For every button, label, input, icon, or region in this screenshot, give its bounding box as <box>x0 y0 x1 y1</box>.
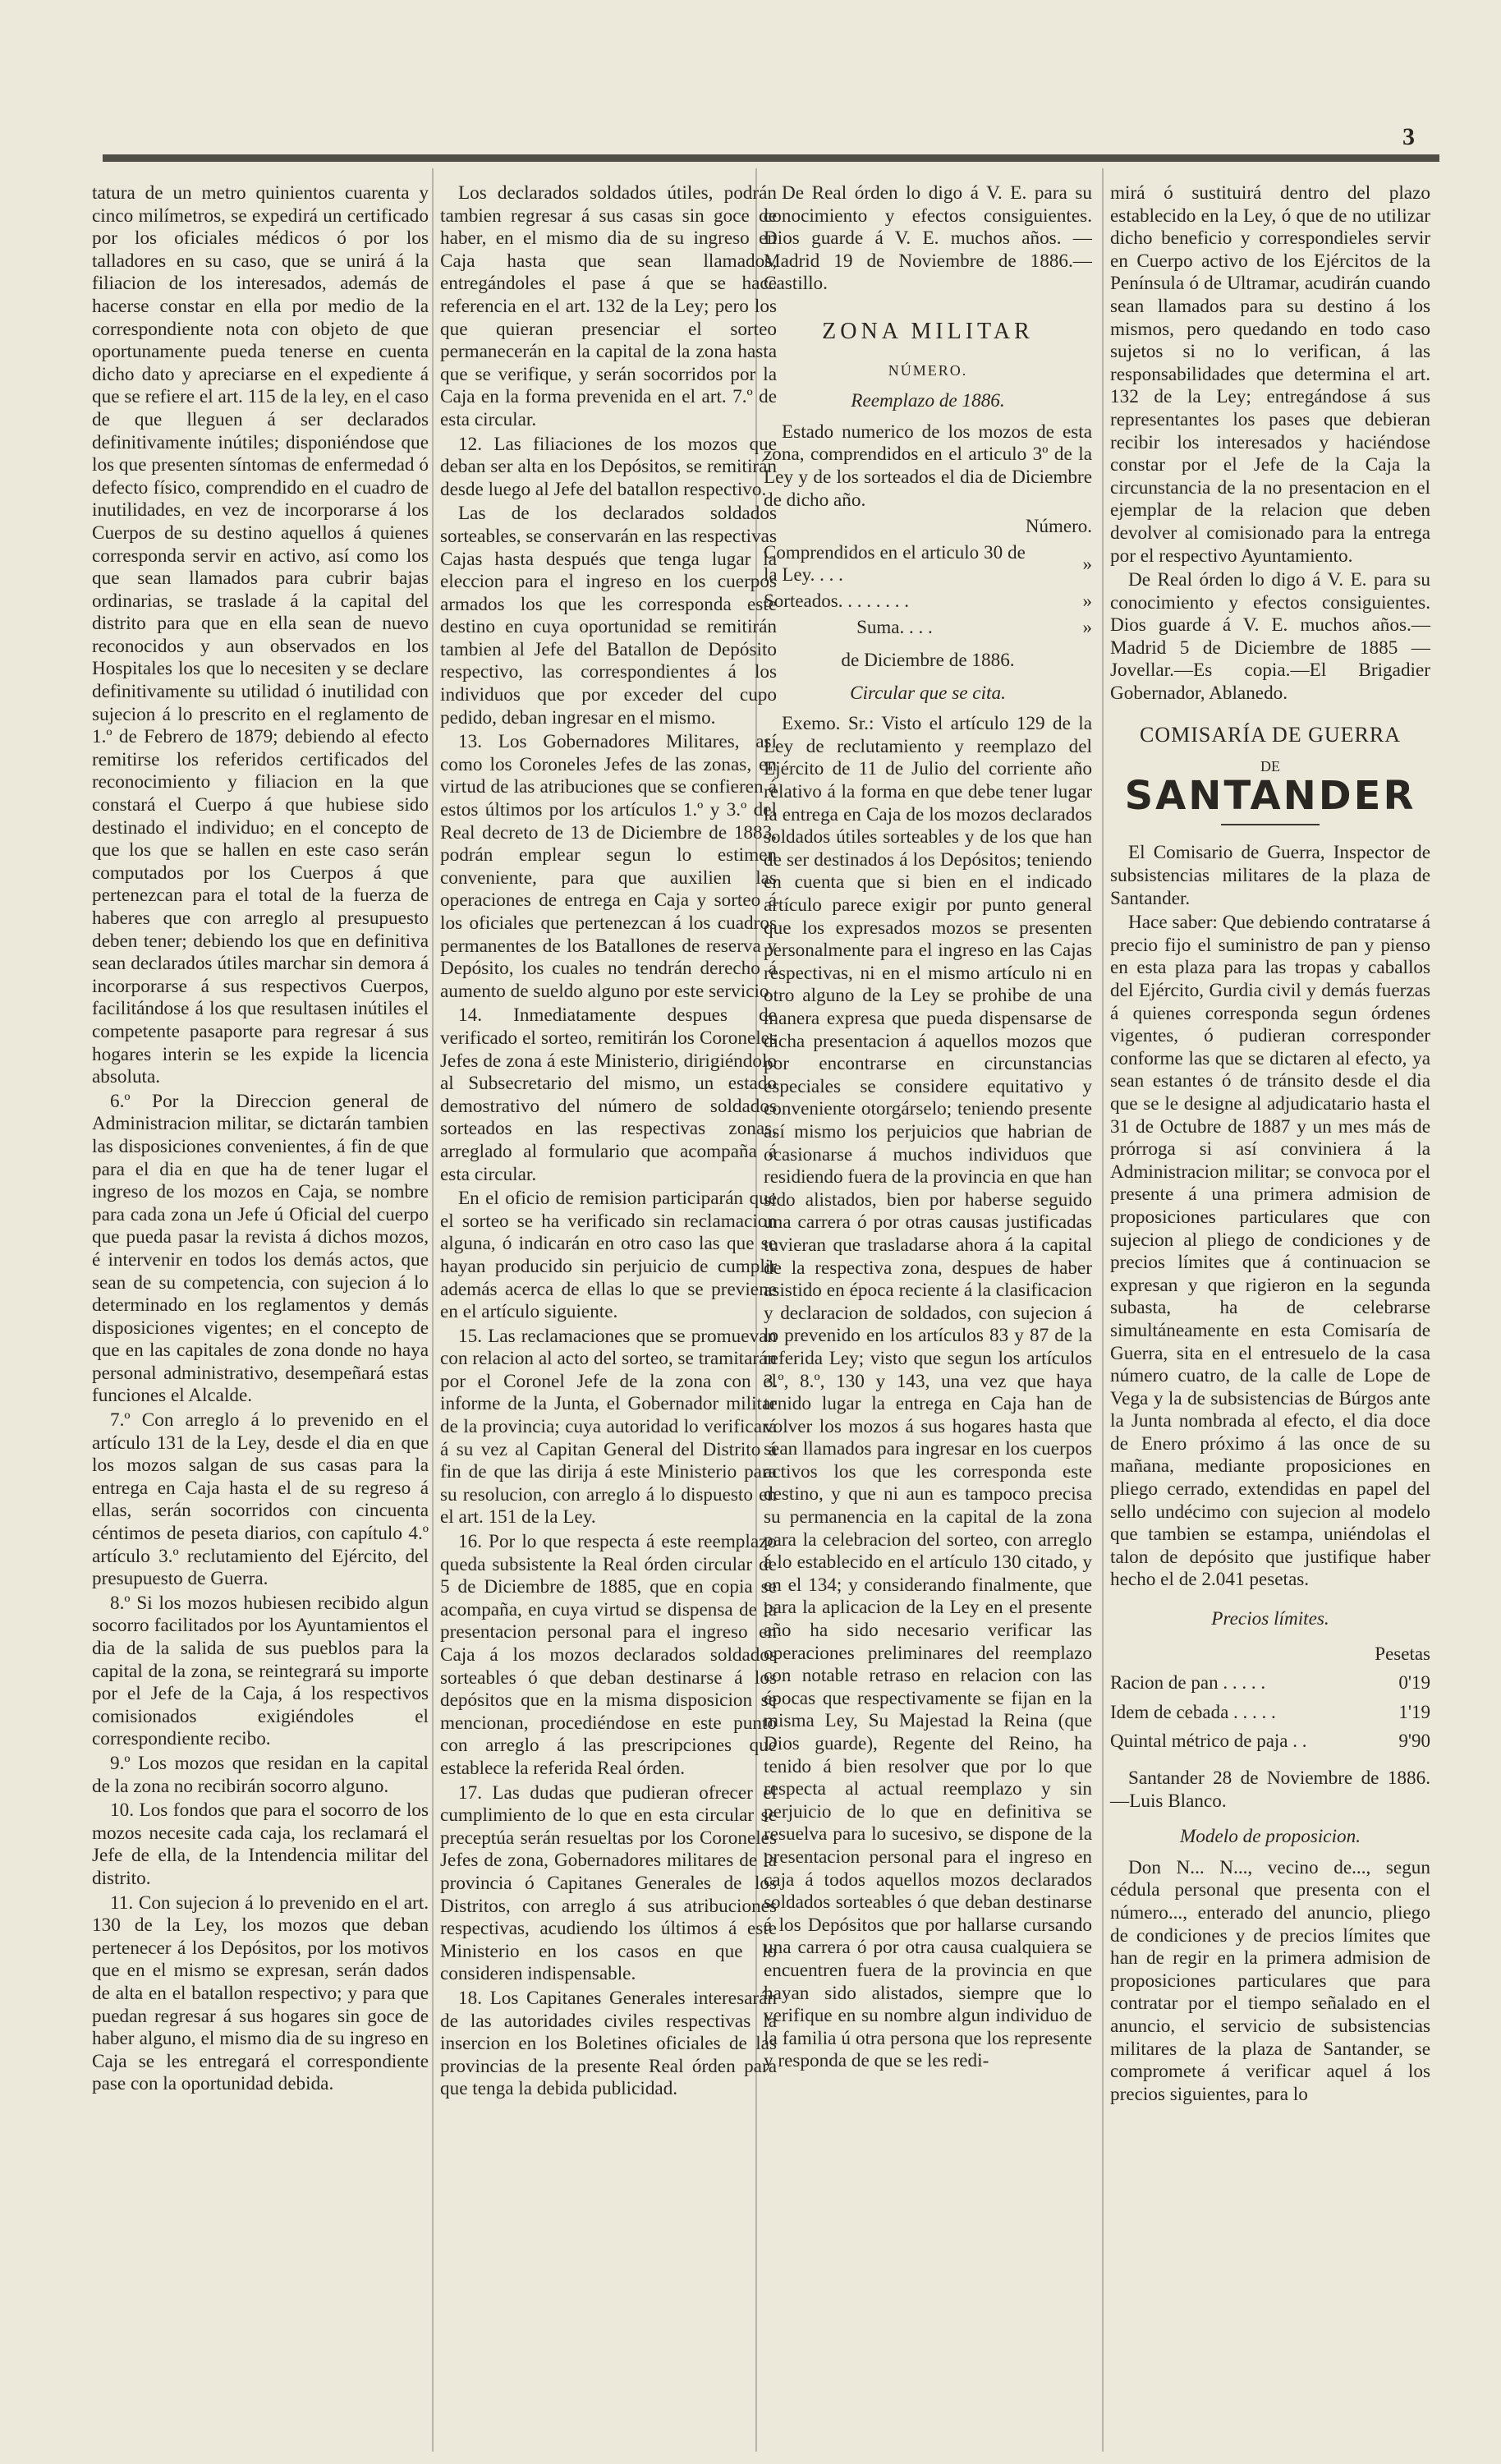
column-2 <box>440 182 777 2103</box>
paragraph: 11. Con sujecion á lo prevenido en el art. 130 de la Ley, los mozos que deban pertenecer á los Depósitos, por los motivos que en el mismo se expresan, serán dados de alta en el batallon respectivo; y para que puedan regresar á sus hogares sin goce de haber alguno, el mismo dia de su ingreso en Caja se les entregará el correspondiente pase con la oportunidad debida. <box>92 1892 429 2095</box>
paragraph: 15. Las reclamaciones que se promuevan con relacion al acto del sorteo, se tramitarán por el Coronel Jefe de la zona con el informe de la Junta, el Gobernador militar de la provincia; cuya autoridad lo verificará á su vez al Capitan General del Distrito á fin de que las dirija á este Ministerio para su resolucion, con arreglo á lo dispuesto en el art. 151 de la Ley. <box>440 1325 777 1529</box>
paragraph: Don N... N..., vecino de..., segun cédula personal que presenta con el número..., enterado del anuncio, pliego de condiciones y de precios límites que han de regir en la primera admision de proposiciones particulares que para contratar por el tiempo señalado en el anuncio, el servicio de subsistencias militares de la plaza de Santander, se compromete á verificar aquel á los precios siguientes, para lo <box>1110 1856 1430 2105</box>
prices-table <box>1110 1639 1430 1756</box>
column-3 <box>764 182 1092 2075</box>
paragraph: Los declarados soldados útiles, podrán tambien regresar á sus casas sin goce de haber, en el mismo dia de su ingreso en Caja hasta que sean llamados, entregándoles el pase á que se hace referencia en el art. 132 de la Ley; pero los que quieran presenciar el sorteo permanecerán en la capital de la zona hasta que se verifique, y serán socorridos por la Caja en la forma prevenida en el art. 7.º de esta circular. <box>440 182 777 430</box>
paragraph: Exemo. Sr.: Visto el artículo 129 de la Ley de reclutamiento y reemplazo del Ejército de 11 de Julio del corriente año relativo á la forma en que debe tener lugar la entrega en Caja de los mozos declarados soldados útiles sorteables y de los que han de ser destinados á los Depósitos; teniendo en cuenta que si bien en el indicado artículo parece exigir por punto general que los expresados mozos se presenten personalmente para el ingreso en las Cajas respectivas, ni en el mismo artículo ni en otro alguno de la Ley se prohibe de una manera expresa que pueda dispensarse de dicha presentacion á aquellos mozos que por encontrarse en circunstancias especiales se considere equitativo y conveniente otorgárselo; teniendo presente así mismo los perjuicios que habrian de ocasionarse á muchos individuos que residiendo fuera de la provincia en que han sido alistados, bien por haberse seguido una carrera ó por otras causas justificadas tuvieran que trasladarse ahora á la capital de la respectiva zona, despues de haber asistido en época reciente á la clasificacion y declaracion de soldados, con sujecion á lo prevenido en los artículos 83 y 87 de la referida Ley; visto que segun los artículos 3.º, 8.º, 130 y 143, una vez que haya tenido lugar la entrega en Caja han de volver los mozos á sus hogares hasta que sean llamados para ingresar en los cuerpos activos los que les corresponda este destino, y que ni aun es tampoco precisa su permanencia en la capital de la zona para la celebracion del sorteo, con arreglo á lo establecido en el artículo 130 citado, y en el 134; y considerando finalmente, que para la aplicacion de la Ley en el presente año ha sido necesario verificar las operaciones preliminares del reemplazo con notable retraso en relacion con las épocas que respectivamente se fijan en la misma Ley, Su Majestad la Reina (que Dios guarde), Regente del Reino, ha tenido á bien resolver que por lo que respecta al actual reemplazo y sin perjuicio de lo que en definitiva se resuelva para lo sucesivo, se dispone de la presentacion personal para el ingreso en caja á todos aquellos mozos declarados soldados sorteables ó que deban destinarse á los Depósitos que por hallarse cursando una carrera ó por otra causa cualquiera se encuentren fuera de la provincia en que hayan sido alistados, siempre que lo verifique en su nombre algun individuo de la familia ú otra persona que los represente y responda de que se les redi- <box>764 713 1092 2072</box>
row-label: Comprendidos en el articulo 30 de la Ley. . . . <box>764 541 1026 586</box>
paragraph: 10. Los fondos que para el socorro de los mozos necesite cada caja, los reclamará el Jefe de ella, de la Intendencia militar del distrito. <box>92 1800 429 1889</box>
price-item: Idem de cebada . . . . . <box>1110 1701 1276 1722</box>
modelo-title: Modelo de proposicion. <box>1179 1826 1361 1848</box>
suma-value: » <box>1082 616 1092 637</box>
circular-title: Circular que se cita. <box>850 682 1006 704</box>
paragraph: De Real órden lo digo á V. E. para su conocimiento y efectos consiguientes. Dios guarde á V. E. muchos años. —Madrid 19 de Noviembre de 1886.—Castillo. <box>764 182 1092 295</box>
paragraph: 14. Inmediatamente despues de verificado el sorteo, remitirán los Coroneles Jefes de zona á este Ministerio, dirigiéndolo al Subsecretario del mismo, un estado demostrativo del número de soldados sorteados en las respectivas zonas, arreglado al formulario que acompaña á esta circular. <box>440 1004 777 1185</box>
table-row <box>1110 1668 1430 1698</box>
reemplazo-label: Reemplazo de 1886. <box>851 390 1005 412</box>
comisaria-de: DE <box>1260 758 1280 775</box>
signature-line: Santander 28 de Noviembre de 1886. —Luis Blanco. <box>1110 1768 1430 1812</box>
paragraph: tatura de un metro quinientos cuarenta y cinco milímetros, se expedirá un certificado por los oficiales médicos ó por los talladores en su caso, que se unirá á la filiacion de los interesados, además de hacerse constar en ella por medio de la correspondiente nota con objeto de que oportunamente pueda tenerse en cuenta dicho dato y apreciarse en el expediente á que se refiere el art. 115 de la ley, en el caso de que lleguen á ser declarados definitivamente inútiles; disponiéndose que los que presenten síntomas de enfermedad ó defecto físico, comprendido en el cuadro de inutilidades, en vez de incorporarse á los Cuerpos de su destino aquellos á quienes corresponda servir en activo, así como los que sean llamados para cubrir bajas ordinarias, se traslade á la capital del distrito para que en ella sean de nuevo reconocidos y aun observados en los Hospitales los que lo necesiten y se declare definitivamente su utilidad ó inutilidad con sujecion á lo prescrito en el reglamento de 1.º de Febrero de 1879; debiendo al efecto remitirse los referidos certificados del reconocimiento y filiacion en la que constará el Cuerpo á que hubiese sido destinado el individuo; en el concepto de que los que se hallen en este caso serán computados por los Cuerpos á que pertenezcan para el total de la fuerza de haberes que con arreglo al presupuesto deben tener; debiendo los que en definitiva sean declarados útiles marchar sin demora á incorporarse á sus respectivos Cuerpos, facilitándose á los que resultasen inútiles el competente pasaporte para regresar á sus hogares interin se les expide la licencia absoluta. <box>92 182 429 1088</box>
row-value: » <box>1082 553 1092 574</box>
paragraph: 16. Por lo que respecta á este reemplazo queda subsistente la Real órden circular de 5 de Diciembre de 1885, que en copia se acompaña, en cuya virtud se dispensa de la presentacion personal para el ingreso en Caja á los mozos declarados soldados sorteables ó que deban destinarse á los depósitos que en la misma disposicion se mencionan, procediéndose en este punto con arreglo á las prescripciones que establece la referida Real órden. <box>440 1531 777 1779</box>
paragraph: 7.º Con arreglo á lo prevenido en el artículo 131 de la Ley, desde el dia en que los mozos salgan de sus casas para la entrega en Caja hasta el de su regreso á ellas, serán socorridos con cincuenta céntimos de peseta diarios, con capítulo 4.º artículo 3.º reclutamiento del Ejército, del presupuesto de Guerra. <box>92 1409 429 1590</box>
table-row <box>764 588 1092 614</box>
date-line: de Diciembre de 1886. <box>841 650 1015 672</box>
table-header-row <box>1110 1639 1430 1669</box>
row-label: Sorteados. . . . . . . . <box>764 590 909 611</box>
price-item: Quintal métrico de paja . . <box>1110 1731 1307 1752</box>
paragraph: El Comisario de Guerra, Inspector de subsistencias militares de la plaza de Santander. <box>1110 842 1430 909</box>
paragraph: De Real órden lo digo á V. E. para su conocimiento y efectos consiguientes. Dios guarde á V. E. muchos años.—Madrid 5 de Diciembre de 1885 —Jovellar.—Es copia.—El Brigadier Gobernador, Ablanedo. <box>1110 569 1430 705</box>
paragraph: 9.º Los mozos que residan en la capital de la zona no recibirán socorro alguno. <box>92 1752 429 1797</box>
paragraph: 12. Las filiaciones de los mozos que deban ser alta en los Depósitos, se remitirán desde luego al Jefe del batallon respectivo. <box>440 433 777 500</box>
paragraph: En el oficio de remision participarán que el sorteo se ha verificado sin reclamacion alguna, ó indicarán en otro caso las que se hayan producido sin perjuicio de cumplir además acerca de ellas lo que se previene en el artículo siguiente. <box>440 1188 777 1323</box>
paragraph: mirá ó sustituirá dentro del plazo establecido en la Ley, ó que de no utilizar dicho beneficio y correspondieles servir en Cuerpo activo de los Ejércitos de la Península ó de Ultramar, acudirán cuando sean llamados para su destino á los mismos, pero quedando en todo caso sujetos si no lo verifican, á las responsabilidades que determina el art. 132 de la Ley; entregándose á sus representantes los pases que debieran recibir los interesados y haciéndose constar por el Jefe de la Caja la circunstancia de la no presentacion en el ejemplar de la relacion que deben devolver al comisionado para la entrega por el respectivo Ayuntamiento. <box>1110 182 1430 567</box>
paragraph: Las de los declarados soldados sorteables, se conservarán en las respectivas Cajas hasta después que tenga lugar la eleccion para el ingreso en los cuerpos armados los que les corresponda este destino en cuya oportunidad se remitirán tambien al Jefe del Batallon de Depósito respectivo, las correspondientes á los individuos que por exceder del cupo pedido, deban ingresar en el mismo. <box>440 503 777 729</box>
paragraph: 17. Las dudas que pudieran ofrecer el cumplimiento de lo que en esta circular se preceptúa serán resueltas por los Coroneles Jefes de zona, Gobernadores militares de la provincia ó Capitanes Generales de los Distritos, con arreglo á sus atribuciones respectivas, acudiendo los últimos á este Ministerio en los casos en que lo consideren indispensable. <box>440 1781 777 1985</box>
paragraph: 8.º Si los mozos hubiesen recibido algun socorro facilitados por los Ayuntamientos el dia de la salida de sus pueblos para la capital de la zona, se reintegrará su importe por el Jefe de la Caja, á los respectivos comisionados exigiéndoles el correspondiente recibo. <box>92 1592 429 1750</box>
table-row <box>764 614 1092 641</box>
numero-column-header: Número. <box>1025 516 1092 537</box>
pesetas-header: Pesetas <box>1375 1643 1430 1664</box>
column-divider <box>1102 168 1104 2452</box>
zona-militar-title: ZONA MILITAR <box>822 318 1034 344</box>
precios-title: Precios límites. <box>1211 1608 1329 1630</box>
page-number: 3 <box>1402 123 1415 150</box>
table-row <box>764 540 1092 588</box>
paragraph: 18. Los Capitanes Generales interesarán de las autoridades civiles respectivas la insercion en los Boletines oficiales de las provincias de la presente Real órden para que tenga la debida publicidad. <box>440 1987 777 2100</box>
divider <box>1221 824 1320 825</box>
suma-label: Suma. . . . <box>856 616 933 637</box>
column-1 <box>92 182 429 2098</box>
row-value: » <box>1082 590 1092 611</box>
price-value: 0'19 <box>1398 1672 1430 1694</box>
price-item: Racion de pan . . . . . <box>1110 1672 1266 1694</box>
table-row <box>1110 1726 1430 1756</box>
paragraph: 13. Los Gobernadores Militares, así como los Coroneles Jefes de las zonas, en virtud de las atribuciones que se confieren á estos últimos por los artículos 1.º y 3.º del Real decreto de 13 de Diciembre de 1883, podrán emplear segun lo estimen conveniente, para que auxilien las operaciones de entrega en Caja y sorteo á los oficiales que pertenezcan á los cuadros permanentes de los Batallones de reserva y Depósito, los cuales no tendrán derecho á aumento de sueldo alguno por este servicio. <box>440 731 777 1002</box>
table-row <box>1110 1698 1430 1727</box>
estado-table <box>764 513 1092 640</box>
column-divider <box>432 168 434 2452</box>
column-4 <box>1110 182 1430 2108</box>
estado-description: Estado numerico de los mozos de esta zona, comprendidos en el articulo 3º de la Ley y de los sorteados el dia de Diciembre de dicho año. <box>764 421 1092 511</box>
table-header-row <box>764 513 1092 540</box>
city-heading: SANTANDER <box>1124 772 1416 819</box>
top-rule <box>103 154 1439 162</box>
paragraph: 6.º Por la Direccion general de Administracion militar, se dictarán tambien las disposiciones convenientes, á fin de que para el dia en que ha de tener lugar el ingreso de los mozos en Caja, se nombre para cada zona un Jefe ú Oficial del cuerpo que pueda pasar la revista á dichos mozos, é intervenir en todos los demás actos, que sean de su competencia, con sujecion á lo determinado en los reglamentos y demás disposiciones vigentes; en el concepto de que en las capitales de zona donde no haya personal administrativo, desempeñará estas funciones el Alcalde. <box>92 1090 429 1407</box>
numero-label: NÚMERO. <box>888 361 968 379</box>
price-value: 9'90 <box>1398 1731 1430 1752</box>
paragraph: Hace saber: Que debiendo contratarse á precio fijo el suministro de pan y pienso en esta plaza para las tropas y caballos del Ejército, Gurdia civil y demás fuerzas á quienes corresponda segun órdenes vigentes, ó pudieran corresponder conforme las que se dictaren al efecto, ya sean estantes ó de tránsito desde el dia que se le designe al adjudicatario hasta el 31 de Octubre de 1887 y un mes más de prórroga si así conviniera á la Administracion militar; se convoca por el presente á una primera admision de proposiciones particulares que con sujecion al pliego de condiciones y de precios límites que á continuacion se expresan y que rigieron en la segunda subasta, ha de celebrarse simultáneamente en esta Comisaría de Guerra, sita en el entresuelo de la casa número cuatro, de la calle de Lope de Vega y la de subsistencias de Búrgos ante la Junta nombrada al efecto, el dia doce de Enero próximo á las once de su mañana, mediante proposiciones en pliego cerrado, extendidas en papel del sello undécimo con sujecion al modelo que tambien se estampa, uniéndolas el talon de depósito que justifique haber hecho el de 2.041 pesetas. <box>1110 912 1430 1591</box>
comisaria-title: COMISARÍA DE GUERRA <box>1139 722 1402 747</box>
price-value: 1'19 <box>1398 1701 1430 1722</box>
